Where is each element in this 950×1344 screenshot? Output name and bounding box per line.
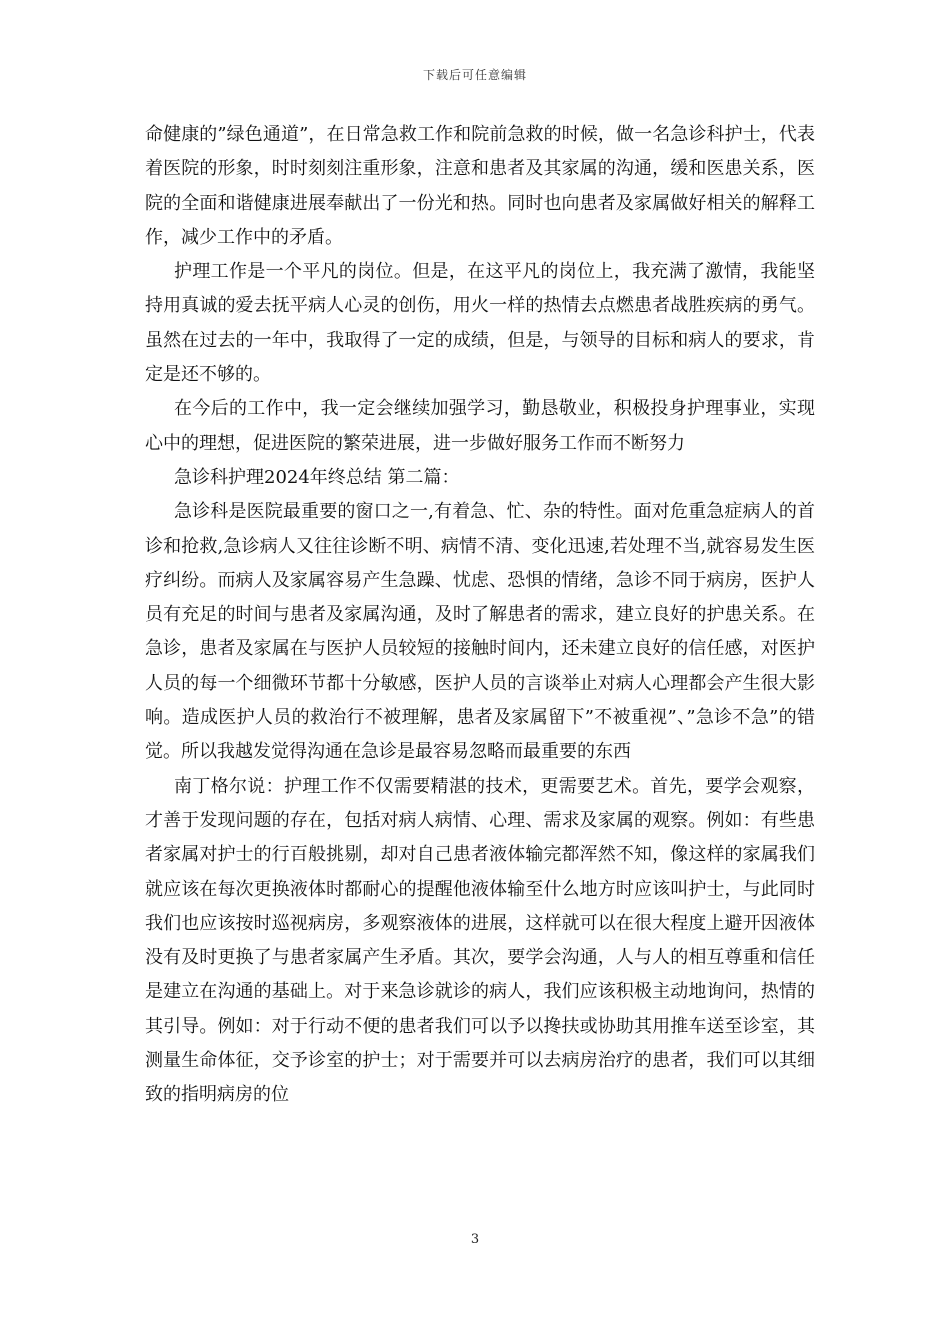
paragraph-4: 急诊科是医院最重要的窗口之一,有着急、忙、杂的特性。面对危重急症病人的首诊和抢救,急诊病人又往往诊断不明、病情不清、变化迅速,若处理不当,就容易发生医疗纠纷。而病人及家属容易产生急躁、忧虑、恐惧的情绪，急诊不同于病房，医护人员有充足的时间与患者及家属沟通，及时了解患者的需求，建立良好的护患关系。在急诊，患者及家属在与医护人员较短的接触时间内，还未建立良好的信任感，对医护人员的每一个细微环节都十分敏感，医护人员的言谈举止对病人心理都会产生很大影响。造成医护人员的救治行不被理解，患者及家属留下”不被重视”、”急诊不急”的错觉。所以我越发觉得沟通在急诊是最容易忽略而最重要的东西 bbox=[145, 501, 815, 763]
paragraph-5: 南丁格尔说：护理工作不仅需要精湛的技术，更需要艺术。首先，要学会观察，才善于发现问题的存在，包括对病人病情、心理、需求及家属的观察。例如：有些患者家属对护士的行百般挑剔，却对自己患者液体输完都浑然不知，像这样的家属我们就应该在每次更换液体时都耐心的提醒他液体输至什么地方时应该叫护士，与此同时我们也应该按时巡视病房，多观察液体的进展，这样就可以在很大程度上避开因液体没有及时更换了与患者家属产生矛盾。其次，要学会沟通，人与人的相互尊重和信任是建立在沟通的基础上。对于来急诊就诊的病人，我们应该积极主动地询问，热情的其引导。例如：对于行动不便的患者我们可以予以搀扶或协助其用推车送至诊室，其测量生命体征，交予诊室的护士；对于需要并可以去病房治疗的患者，我们可以其细致的指明病房的位 bbox=[145, 775, 815, 1106]
section-heading: 急诊科护理2024年终总结 第二篇： bbox=[174, 466, 460, 488]
paragraph-2: 护理工作是一个平凡的岗位。但是，在这平凡的岗位上，我充满了激情，我能坚持用真诚的爱去抚平病人心灵的创伤，用火一样的热情去点燃患者战胜疾病的勇气。虽然在过去的一年中，我取得了一定的成绩，但是，与领导的目标和病人的要求，肯定是还不够的。 bbox=[145, 261, 815, 386]
page-header: 下载后可任意编辑 bbox=[422, 68, 527, 82]
document-body bbox=[145, 118, 815, 1113]
page-number: 3 bbox=[470, 1232, 480, 1247]
paragraph-1: 命健康的”绿色通道”，在日常急救工作和院前急救的时候，做一名急诊科护士，代表着医院的形象，时时刻刻注重形象，注意和患者及其家属的沟通，缓和医患关系，医院的全面和谐健康进展奉献出了一份光和热。同时也向患者及家属做好相关的解释工作，减少工作中的矛盾。 bbox=[145, 124, 815, 248]
paragraph-3: 在今后的工作中，我一定会继续加强学习，勤恳敬业，积极投身护理事业，实现心中的理想，促进医院的繁荣进展，进一步做好服务工作而不断努力 bbox=[145, 398, 815, 454]
